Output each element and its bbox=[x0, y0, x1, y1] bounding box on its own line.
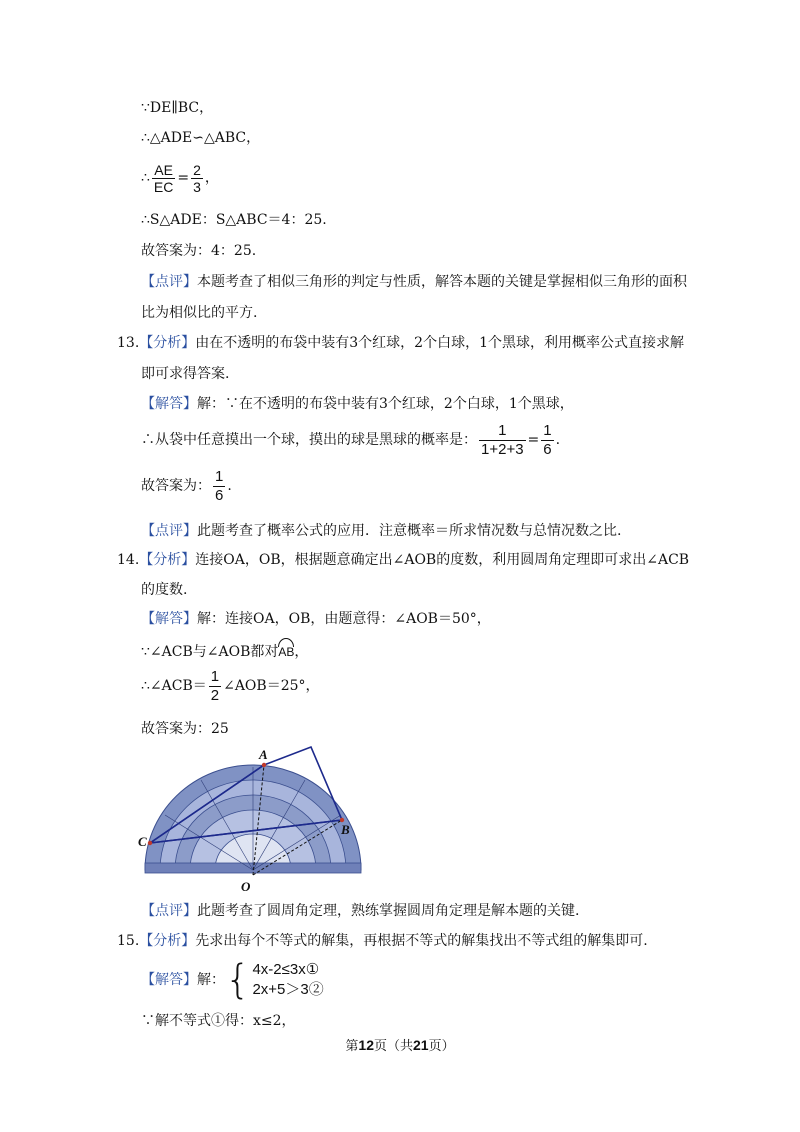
q15-analysis: 15.【分析】先求出每个不等式的解集，再根据不等式的解集找出不等式组的解集即可. bbox=[117, 933, 648, 949]
protractor-figure bbox=[135, 745, 365, 895]
fraction-2-3: $\frac{2}{3}$ bbox=[193, 161, 201, 195]
point-c bbox=[148, 841, 152, 845]
label-a: A bbox=[259, 747, 268, 762]
q13-analysis: 13.【分析】由在不透明的布袋中装有3个红球，2个白球，1个黑球，利用概率公式直接求解 bbox=[117, 335, 684, 351]
q14-number: 14. bbox=[117, 552, 140, 568]
q14-final: 故答案为：25 bbox=[141, 721, 229, 737]
q13-number: 13. bbox=[117, 335, 140, 351]
q15-answer: 【解答】解：{ 4x-2≤3x① 2x+5＞3② bbox=[141, 957, 324, 1003]
q15-step-1: ∵解不等式①得：x≤2， bbox=[141, 1013, 296, 1029]
page-number: 12 bbox=[358, 1037, 374, 1053]
q14-arc-line: ∵∠ACB与∠AOB都对AB， bbox=[141, 640, 308, 662]
q15-number: 15. bbox=[117, 933, 140, 949]
fraction-1-6: $\frac{1}{6}$ bbox=[543, 421, 552, 458]
fraction-final-1-6: $\frac{1}{6}$ bbox=[215, 467, 224, 504]
fraction-ae-ec: $\frac{AE}{EC}$ bbox=[153, 161, 174, 195]
fraction-1-over-sum: $\frac{1}{1+2+3}$ bbox=[481, 421, 524, 458]
line-parallel: ∵DE∥BC， bbox=[141, 100, 214, 116]
line-ratio: ∴ $\frac{AE}{EC}$ = $\frac{2}{3}$ ， bbox=[141, 161, 219, 195]
q14-angle-line: ∴∠ACB＝ $\frac{1}{2}$ ∠AOB＝25°， bbox=[141, 667, 320, 704]
fraction-half: $\frac{1}{2}$ bbox=[210, 667, 220, 704]
line-similar: ∴△ADE∽△ABC， bbox=[141, 130, 261, 146]
comment-tag: 【点评】 bbox=[141, 274, 197, 290]
line-answer-12: 故答案为：4：25. bbox=[141, 243, 257, 259]
inequality-system: 4x-2≤3x① 2x+5＞3② bbox=[252, 961, 324, 998]
comment-12-cont: 比为相似比的平方. bbox=[141, 305, 258, 321]
q14-analysis-cont: 的度数. bbox=[141, 582, 188, 598]
q14-answer: 【解答】解：连接OA，OB，由题意得：∠AOB＝50°， bbox=[141, 611, 491, 627]
q14-comment: 【点评】此题考查了圆周角定理，熟练掌握圆周角定理是解本题的关键. bbox=[141, 903, 580, 919]
q14-analysis: 14.【分析】连接OA，OB，根据题意确定出∠AOB的度数，利用圆周角定理即可求出∠ACB bbox=[117, 552, 690, 568]
q13-final: 故答案为： $\frac{1}{6}$ . bbox=[141, 467, 232, 504]
line-area-ratio: ∴S△ADE：S△ABC＝4：25. bbox=[141, 212, 327, 228]
q13-answer: 【解答】解：∵在不透明的布袋中装有3个红球，2个白球，1个黑球， bbox=[141, 396, 574, 412]
page-footer: 第12页（共21页） bbox=[345, 1037, 455, 1054]
q13-probability: ∴从袋中任意摸出一个球，摸出的球是黑球的概率是： $\frac{1}{1+2+3}$ = $\frac{1}{6}$ . bbox=[141, 421, 561, 458]
label-b: B bbox=[341, 822, 350, 837]
comment-12: 【点评】本题考查了相似三角形的判定与性质，解答本题的关键是掌握相似三角形的面积 bbox=[141, 274, 687, 290]
q13-analysis-cont: 即可求得答案. bbox=[141, 366, 230, 382]
page-total: 21 bbox=[413, 1037, 429, 1053]
point-a bbox=[262, 763, 266, 767]
label-c: C bbox=[138, 834, 147, 849]
system-brace: { bbox=[225, 957, 251, 1003]
arc-ab: AB bbox=[278, 640, 294, 662]
label-o: O bbox=[241, 879, 251, 894]
q13-comment: 【点评】此题考查了概率公式的应用．注意概率＝所求情况数与总情况数之比. bbox=[141, 523, 622, 539]
